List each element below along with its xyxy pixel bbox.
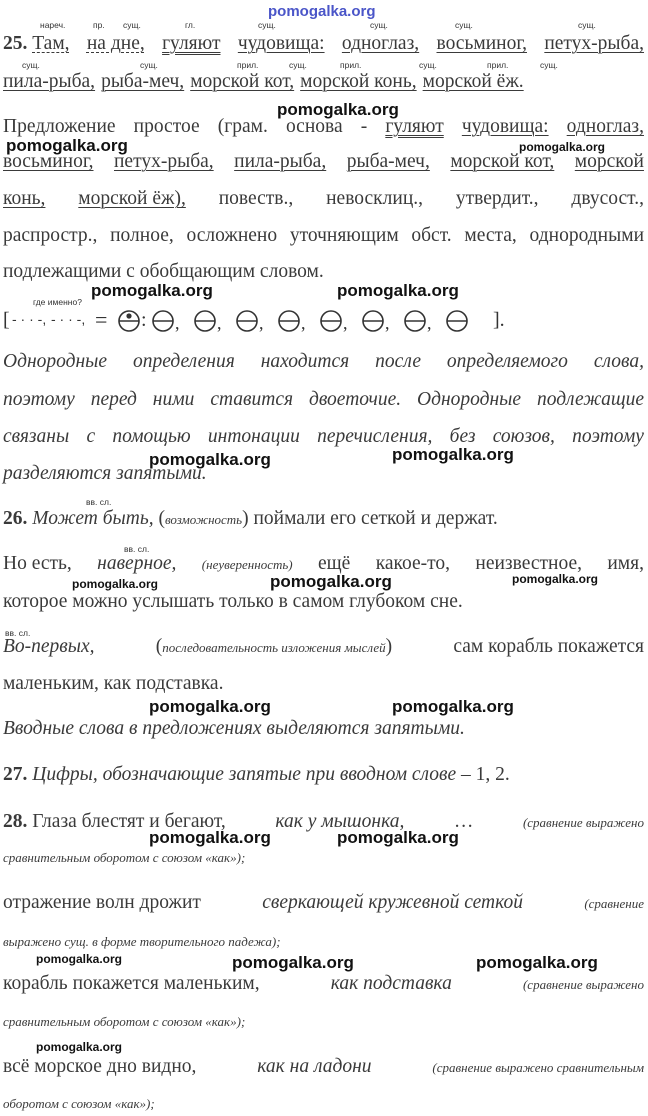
tag-vvsl: вв. сл. (124, 544, 150, 554)
watermark: pomogalka.org (232, 953, 354, 972)
tag-sushch: сущ. (370, 20, 388, 30)
watermark: pomogalka.org (337, 828, 459, 847)
tag-pril: прил. (340, 60, 362, 70)
scheme-comma: , (301, 313, 306, 333)
scheme-comma: , (343, 313, 348, 333)
task-number-27: 27. (3, 764, 28, 785)
tag-narech: нареч. (40, 20, 66, 30)
t25-line-2: пила-рыба, рыба-меч, морской кот, морской конь, морской ёж. (3, 71, 524, 92)
watermark: pomogalka.org (149, 697, 271, 716)
tag-gde: где именно? (33, 297, 82, 307)
scheme-comma: , (175, 313, 180, 333)
t27-line: 27. Цифры, обозначающие запятые при вводном слове – 1, 2. (3, 764, 510, 785)
watermark: pomogalka.org (392, 445, 514, 464)
task-number-25: 25. (3, 33, 28, 54)
tag-pr: пр. (93, 20, 105, 30)
t26-line-1: 26. Может быть, (возможность) поймали его сеткой и держат. (3, 508, 498, 529)
tag-sushch: сущ. (22, 60, 40, 70)
t25-explain-2: поэтому перед ними ставится двоеточие. Однородные подлежащие (3, 389, 644, 410)
scheme-generalizing-word (119, 311, 139, 331)
scheme-predicate: = (95, 307, 108, 332)
t26-line-4: Во-первых, (последовательность изложения мыслей) сам корабль покажется (3, 636, 644, 657)
t25-analysis-1: Предложение простое (грам. основа - гуляют чудовища: одноглаз, (3, 116, 644, 137)
scheme-subject-circle (405, 311, 432, 333)
scheme-subject-circle (321, 311, 348, 333)
scheme-homogeneous-subjects (153, 311, 467, 333)
t28-line-5: корабль покажется маленьким, как подставка (сравнение выражено (3, 973, 644, 994)
watermark: pomogalka.org (36, 1040, 123, 1054)
t25-analysis-3: конь, морской ёж), повеств., невосклиц., утвердит., двусост., (3, 188, 644, 209)
t25-explain-3: связаны с помощью интонации перечисления, без союзов, поэтому (3, 426, 644, 447)
tag-sushch: сущ. (419, 60, 437, 70)
scheme-comma: , (385, 313, 390, 333)
watermark: pomogalka.org (72, 577, 159, 591)
task-number-28: 28. (3, 811, 28, 832)
tag-pril: прил. (487, 60, 509, 70)
watermark: pomogalka.org (476, 953, 598, 972)
t28-line-7: всё морское дно видно, как на ладони (сравнение выражено сравнительным (3, 1056, 644, 1077)
scheme-colon: : (141, 309, 147, 331)
t28-line-8: оборотом с союзом «как»); (3, 1096, 155, 1111)
tag-sushch: сущ. (123, 20, 141, 30)
scheme-comma: , (259, 313, 264, 333)
scheme-subject-circle (447, 311, 467, 331)
task-number-26: 26. (3, 508, 28, 529)
watermark: pomogalka.org (337, 281, 459, 300)
watermark: pomogalka.org (512, 572, 599, 586)
scheme-subject-circle (195, 311, 222, 333)
tag-pril: прил. (237, 60, 259, 70)
watermark: pomogalka.org (6, 136, 128, 155)
watermark: pomogalka.org (36, 952, 123, 966)
t25-analysis-5: подлежащими с обобщающим словом. (3, 261, 324, 282)
scheme-subject-circle (153, 311, 180, 333)
watermark: pomogalka.org (270, 572, 392, 591)
t25-analysis-2: восьминог, петух-рыба, пила-рыба, рыба-меч, морской кот, морской (3, 151, 644, 172)
scheme-open-bracket: [ (3, 309, 10, 331)
watermark: pomogalka.org (149, 450, 271, 469)
t28-line-1: 28. Глаза блестят и бегают, как у мышонка, … (сравнение выражено (3, 811, 644, 832)
t28-line-6: сравнительным оборотом с союзом «как»); (3, 1014, 246, 1029)
t26-line-5: маленьким, как подставка. (3, 673, 224, 694)
scheme-comma: , (427, 313, 432, 333)
tag-sushch: сущ. (258, 20, 276, 30)
t26-line-3: которое можно услышать только в самом глубоком сне. (3, 591, 463, 612)
scheme-close-bracket: ]. (493, 309, 505, 331)
scheme-adverbial-1: - · · -, (12, 311, 47, 327)
t25-analysis-4: распростр., полное, осложнено уточняющим обст. места, однородными (3, 225, 644, 246)
scheme-subject-circle (279, 311, 306, 333)
t28-line-3: отражение волн дрожит сверкающей кружевной сеткой (сравнение (3, 892, 644, 913)
scheme-subject-circle (237, 311, 264, 333)
tag-sushch: сущ. (578, 20, 596, 30)
t28-line-2: сравнительным оборотом с союзом «как»); (3, 850, 246, 865)
tag-vvsl: вв. сл. (5, 628, 31, 638)
watermark: pomogalka.org (91, 281, 213, 300)
tag-gl: гл. (185, 20, 196, 30)
t26-line-6: Вводные слова в предложениях выделяются запятыми. (3, 718, 465, 739)
tag-sushch: сущ. (455, 20, 473, 30)
watermark: pomogalka.org (392, 697, 514, 716)
watermark-top: pomogalka.org (268, 3, 376, 20)
tag-sushch: сущ. (289, 60, 307, 70)
t28-line-4: выражено сущ. в форме творительного падежа); (3, 934, 281, 949)
tag-sushch: сущ. (140, 60, 158, 70)
t25-explain-4: разделяются запятыми. (3, 463, 207, 484)
t25-line-1: 25. Там, на дне, гуляют чудовища: одноглаз, восьминог, петух-рыба, (3, 33, 644, 54)
t26-line-2: Но есть, наверное, (неуверенность) ещё какое-то, неизвестное, имя, (3, 553, 644, 574)
watermark: pomogalka.org (519, 140, 606, 154)
scheme-comma: , (217, 313, 222, 333)
tag-sushch: сущ. (540, 60, 558, 70)
scheme-subject-circle (363, 311, 390, 333)
t25-explain-1: Однородные определения находится после определяемого слова, (3, 351, 644, 372)
watermark: pomogalka.org (277, 100, 399, 119)
sentence-scheme (3, 305, 543, 335)
tag-vvsl: вв. сл. (86, 497, 112, 507)
scheme-adverbial-2: - · · -, (51, 311, 86, 327)
watermark: pomogalka.org (149, 828, 271, 847)
